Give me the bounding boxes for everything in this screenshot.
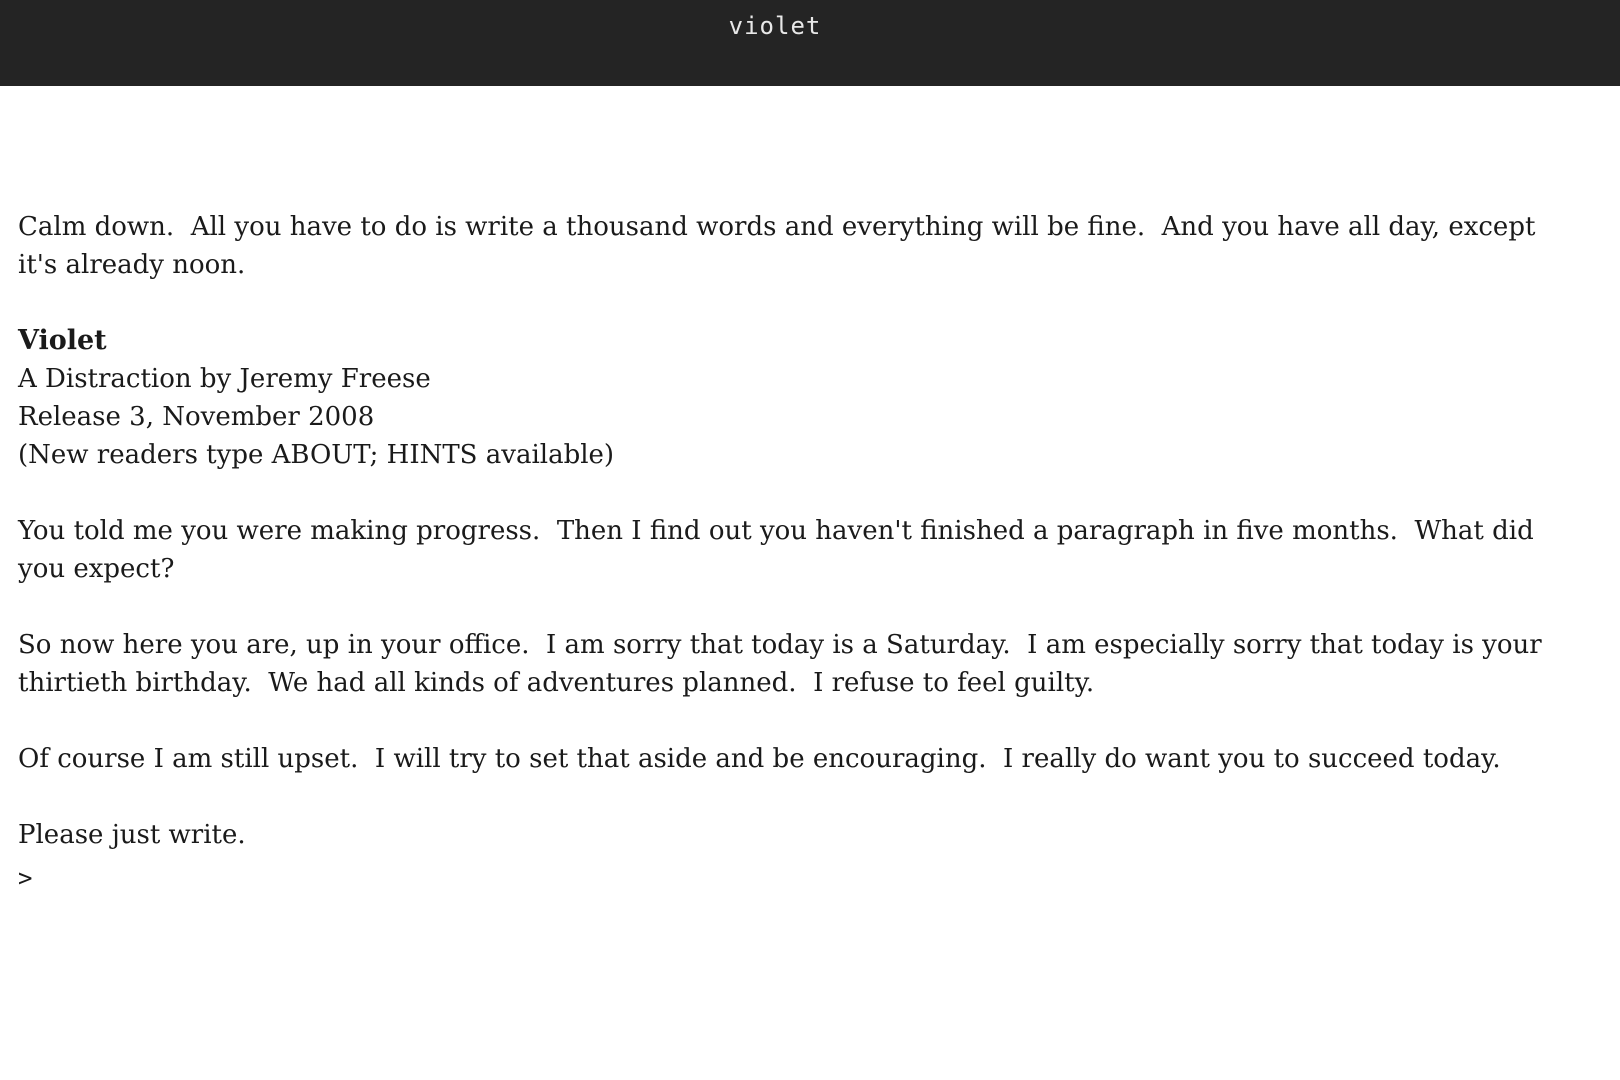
command-input[interactable] bbox=[40, 864, 1548, 892]
story-paragraph: You told me you were making progress. Then I find out you haven't finished a paragraph in five months. What did you expect? bbox=[18, 516, 1543, 584]
game-title: Violet bbox=[18, 325, 107, 356]
story-paragraph: So now here you are, up in your office. I am sorry that today is a Saturday. I am especially sorry that today is your thirtieth birthday. We had all kinds of adventures planned. I refuse to feel guilty. bbox=[18, 630, 1550, 698]
game-release: Release 3, November 2008 bbox=[18, 402, 375, 432]
title-bar bbox=[0, 0, 1620, 86]
story-paragraph: Of course I am still upset. I will try to set that aside and be encouraging. I really do want you to succeed today. bbox=[18, 744, 1501, 774]
prompt-symbol: > bbox=[18, 864, 33, 892]
game-byline: A Distraction by Jeremy Freese bbox=[18, 364, 431, 394]
game-banner bbox=[18, 322, 1548, 474]
story-paragraph: Please just write. bbox=[18, 820, 246, 850]
window-title: violet bbox=[728, 12, 822, 40]
command-prompt[interactable] bbox=[18, 858, 1548, 898]
story-transcript bbox=[18, 208, 1548, 892]
intro-paragraph: Calm down. All you have to do is write a thousand words and everything will be fine. And you have all day, except it's already noon. bbox=[18, 212, 1544, 280]
game-help-hint: (New readers type ABOUT; HINTS available) bbox=[18, 440, 615, 470]
